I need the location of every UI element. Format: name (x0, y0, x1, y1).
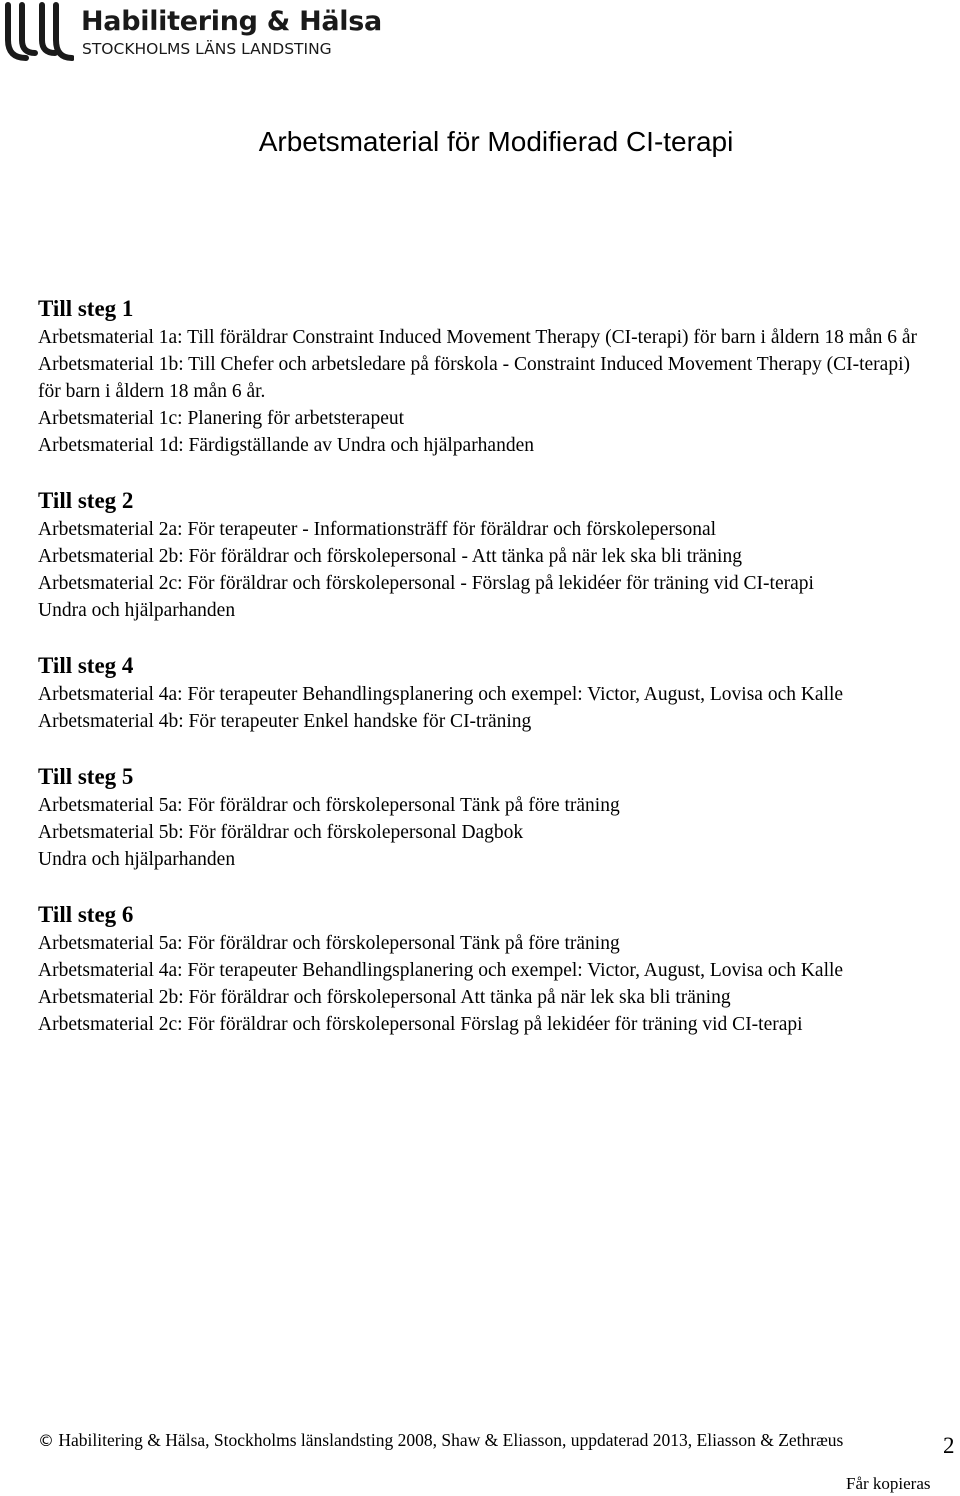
material-item: Arbetsmaterial 2c: För föräldrar och förskolepersonal Förslag på lekidéer för träning vid CI-terapi (38, 1014, 803, 1035)
logo-title: Habilitering & Hälsa (81, 6, 382, 37)
section (38, 294, 918, 459)
material-item: Arbetsmaterial 1a: Till föräldrar Constraint Induced Movement Therapy (CI-terapi) för barn i åldern 18 mån 6 år (38, 327, 918, 348)
document-title: Arbetsmaterial för Modifierad CI-terapi (258, 126, 734, 157)
material-item: Arbetsmaterial 2a: För terapeuter - Informationsträff för föräldrar och förskolepersonal (38, 519, 717, 540)
copyright-icon: © (38, 1431, 54, 1450)
material-item: Arbetsmaterial 5a: För föräldrar och förskolepersonal Tänk på före träning (38, 795, 620, 816)
section-heading: Till steg 1 (38, 296, 134, 321)
section-heading: Till steg 4 (38, 653, 134, 678)
material-item: Undra och hjälparhanden (38, 600, 236, 621)
section (38, 651, 918, 735)
material-item: Arbetsmaterial 2b: För föräldrar och förskolepersonal - Att tänka på när lek ska bli träning (38, 546, 742, 567)
material-item: Arbetsmaterial 1b: Till Chefer och arbetsledare på förskola - Constraint Induced Movement Therapy (CI-terapi) för barn i åldern 18 mån 6 år. (38, 354, 910, 402)
material-item: Arbetsmaterial 4a: För terapeuter Behandlingsplanering och exempel: Victor, August, Lovisa och Kalle (38, 960, 844, 981)
section (38, 762, 918, 873)
section-heading: Till steg 5 (38, 764, 134, 789)
material-item: Arbetsmaterial 2c: För föräldrar och förskolepersonal - Förslag på lekidéer för träning vid CI-terapi (38, 573, 814, 594)
document-body (38, 294, 918, 1065)
material-item: Arbetsmaterial 5a: För föräldrar och förskolepersonal Tänk på före träning (38, 933, 620, 954)
logo-subtitle: STOCKHOLMS LÄNS LANDSTING (82, 40, 332, 58)
footer-text: Habilitering & Hälsa, Stockholms länslandsting 2008, Shaw & Eliasson, uppdaterad 2013, Eliasson & Zethræus (58, 1430, 844, 1450)
material-item: Arbetsmaterial 1d: Färdigställande av Undra och hjälparhanden (38, 435, 534, 456)
section-heading: Till steg 6 (38, 902, 134, 927)
section (38, 900, 918, 1038)
copy-note: Får kopieras (846, 1474, 931, 1493)
footer (38, 1428, 868, 1453)
material-item: Undra och hjälparhanden (38, 849, 236, 870)
material-item: Arbetsmaterial 4a: För terapeuter Behandlingsplanering och exempel: Victor, August, Lovisa och Kalle (38, 684, 844, 705)
material-item: Arbetsmaterial 5b: För föräldrar och förskolepersonal Dagbok (38, 822, 524, 843)
material-item: Arbetsmaterial 2b: För föräldrar och förskolepersonal Att tänka på när lek ska bli träning (38, 987, 731, 1008)
material-item: Arbetsmaterial 4b: För terapeuter Enkel handske för CI-träning (38, 711, 532, 732)
section (38, 486, 918, 624)
section-heading: Till steg 2 (38, 488, 134, 513)
logo-mark-icon (2, 2, 74, 62)
logo (2, 2, 402, 62)
material-item: Arbetsmaterial 1c: Planering för arbetsterapeut (38, 408, 405, 429)
page-number: 2 (943, 1433, 955, 1458)
